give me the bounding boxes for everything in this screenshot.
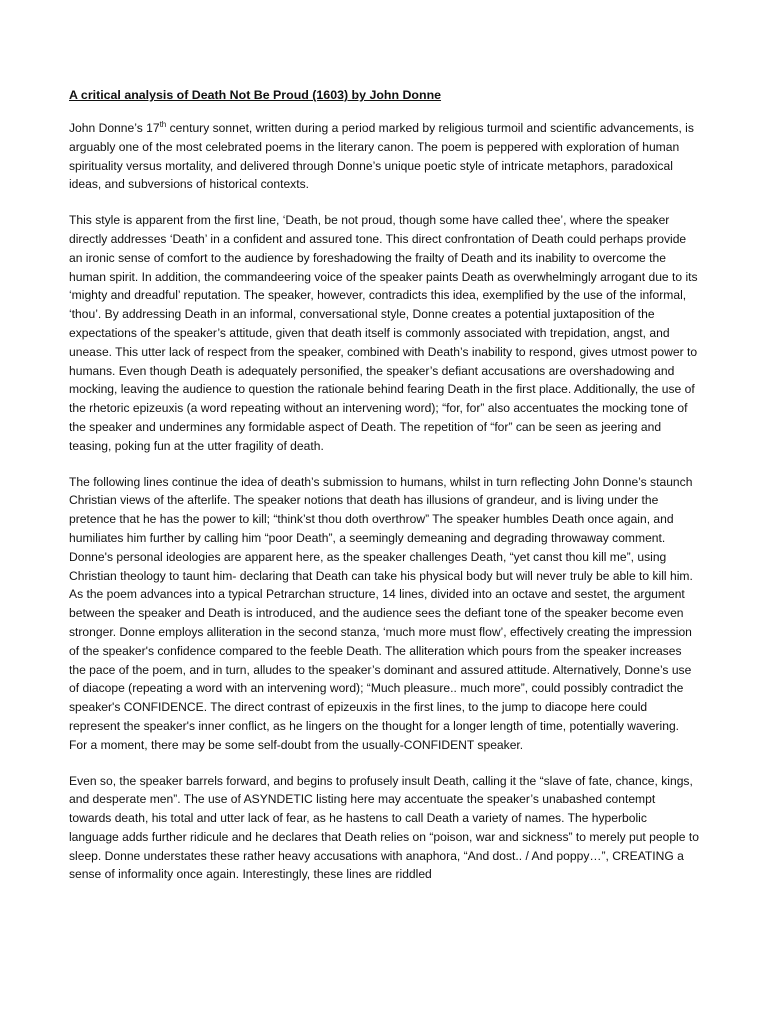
document-title: A critical analysis of Death Not Be Proud (1603) by John Donne xyxy=(69,88,442,102)
ordinal-superscript: th xyxy=(159,119,167,129)
paragraph-intro-rest: century sonnet, written during a period marked by religious turmoil and scientific advancements, is arguably one of the most celebrated poems in the literary canon. The poem is peppered with exploration of human spirituality versus mortality, and delivered through Donne’s unique poetic style of intricate metaphors, paradoxical ideas, and subversions of historical contexts. xyxy=(69,121,694,192)
paragraph-first-line-analysis: This style is apparent from the first line, ‘Death, be not proud, though some have called thee’, where the speaker directly addresses ‘Death’ in a confident and assured tone. This direct confrontation of Death could perhaps provide an ironic sense of comfort to the audience by foreshadowing the frailty of Death and its inability to overcome the human spirit. In addition, the commandeering voice of the speaker paints Death as overwhelmingly arrogant due to its ‘mighty and dreadful’ reputation. The speaker, however, contradicts this idea, exemplified by the use of the informal, ‘thou’. By addressing Death in an informal, conversational style, Donne creates a potential juxtaposition of the expectations of the speaker’s attitude, given that death itself is commonly associated with trepidation, angst, and unease. This utter lack of respect from the speaker, combined with Death’s inability to respond, gives utmost power to humans. Even though Death is adequately personified, the speaker’s defiant accusations are overshadowing and mocking, leaving the audience to question the rationale behind fearing Death in the first place. Additionally, the use of the rhetoric epizeuxis (a word repeating without an intervening word); “for, for” also accentuates the mocking tone of the speaker and undermines any formidable aspect of Death. The repetition of “for” can be seen as jeering and teasing, poking fun at the utter fragility of death. xyxy=(69,213,698,453)
paragraph-insult-analysis: Even so, the speaker barrels forward, and begins to profusely insult Death, calling it the “slave of fate, chance, kings, and desperate men”. The use of ASYNDETIC listing here may accentuate the speaker’s unabashed contempt towards death, his total and utter lack of fear, as he hastens to call Death a variety of names. The hyperbolic language adds further ridicule and he declares that Death relies on “poison, war and sickness” to merely put people to sleep. Donne understates these rather heavy accusations with anaphora, “And dost.. / And poppy…”, CREATING a sense of informality once again. Interestingly, these lines are riddled xyxy=(69,773,699,882)
paragraph-intro xyxy=(69,119,700,194)
paragraph-following-lines-analysis: The following lines continue the idea of death’s submission to humans, whilst in turn reflecting John Donne’s staunch Christian views of the afterlife. The speaker notions that death has illusions of grandeur, and is living under the pretence that he has the power to kill; “think’st thou doth overthrow” The speaker humbles Death once again, and humiliates him further by calling him “poor Death”, a seemingly demeaning and degrading throwaway comment. Donne's personal ideologies are apparent here, as the speaker challenges Death, “yet canst thou kill me”, using Christian theology to taunt him- declaring that Death can take his physical body but will never truly be able to kill him. As the poem advances into a typical Petrarchan structure, 14 lines, divided into an octave and sestet, the argument between the speaker and Death is introduced, and the audience sees the defiant tone of the speaker become even stronger. Donne employs alliteration in the second stanza, ‘much more must flow’, effectively creating the impression of the speaker's confidence compared to the feeble Death. The alliteration which pours from the speaker increases the pace of the poem, and in turn, alludes to the speaker’s dominant and assured attitude. Alternatively, Donne’s use of diacope (repeating a word with an intervening word); “Much pleasure.. much more”, could possibly contradict the speaker's CONFIDENCE. The direct contrast of epizeuxis in the first lines, to the jump to diacope here could represent the speaker's inner conflict, as he lingers on the thought for a longer length of time, potentially wavering. For a moment, there may be some self-doubt from the usually-CONFIDENT speaker. xyxy=(69,474,693,752)
paragraph-intro-start: John Donne’s 17 xyxy=(69,121,160,135)
